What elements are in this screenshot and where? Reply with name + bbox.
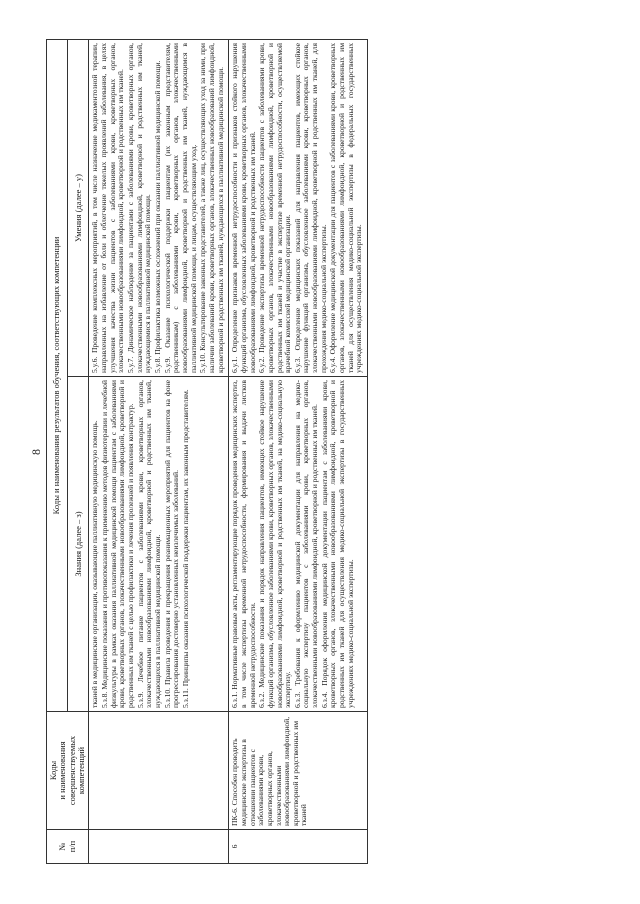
knowledge-cell (229, 377, 368, 712)
header-results-group: Коды и наименования результатов обучения, соответствующих компетенции (47, 40, 68, 712)
knowledge-item: 5.з.8. Медицинские показания и противопоказания к применению методов физиотерапии и лечебной физкультуры в рамках оказания паллиативной медицинской помощи пациентам с заболеваниями крови, кроветворных органов, злокачественными новообразованиями лимфоидной, кроветворной и родственных им тканей с целью профилактики и лечения пролежней и появления контрактур. (100, 380, 135, 708)
competency-code (89, 712, 229, 830)
skills-cell (229, 40, 368, 377)
header-num: № п/п (47, 830, 89, 864)
knowledge-item: тканей в медицинские организации, оказывающие паллиативную медицинскую помощь. (90, 420, 100, 708)
table-row (229, 40, 368, 864)
knowledge-item: 6.з.1. Нормативные правовые акты, регламентирующие порядок проведения медицинских экспертиз, в том числе экспертизы временной нетрудоспособности, формирования и выдачи листков временной нетрудоспособности. (230, 380, 257, 708)
skill-item: 5.у.10. Консультирование законных представителей, а также лиц, осуществляющих уход за ними, при наличии заболеваний крови, кроветворных органов, злокачественных новообразований лимфоидной, кроветворной и родственных им тканей, нуждающихся в паллиативной медицинской помощи. (198, 43, 225, 373)
knowledge-item: 6.з.3. Требования к оформлению медицинской документации для направления на медико-социальную экспертизу пациентов с заболеваниями крови, кроветворных органов, злокачественными новообразованиями лимфоидной, кроветворной и родственных им тканей. (292, 380, 320, 708)
skill-item: 5.у.7. Динамическое наблюдение за пациентами с заболеваниями крови, кроветворных органов, злокачественными новообразованиями лимфоидной, кроветворной и родственных им тканей, нуждающимися в паллиативной медицинской помощи. (126, 43, 153, 373)
knowledge-item: 5.з.9. Лечебное питание пациентов с заболеваниями крови, кроветворных органов, злокачественными новообразованиями лимфоидной, кроветворной и родственных им тканей, нуждающихся в паллиативной медицинской помощи. (135, 380, 162, 708)
competency-code: ПК-6. Способен проводить медицинские экспертизы в отношении пациентов с заболеваниями крови, кроветворных органов, злокачественными новообразованиями лимфоидной, кроветворной и родственных им тканей (229, 712, 368, 830)
competency-table (46, 39, 368, 864)
skill-item: 6.у.1. Определение признаков временной нетрудоспособности и признаков стойкого нарушения функций организма, обусловленных заболеваниями крови, кроветворных органов, злокачественными новообразованиями лимфоидной, кроветворной и родственных им тканей. (230, 43, 257, 373)
skill-item: 5.у.8. Профилактика возможных осложнений при оказании паллиативной медицинской помощи. (152, 60, 162, 373)
row-number: 6 (229, 830, 368, 864)
header-skills: Умения (далее – у) (68, 40, 89, 377)
skill-item: 6.у.3. Определение медицинских показаний для направления пациентов, имеющих стойкое нарушение функций организма, обусловленное заболеваниями крови, кроветворных органов, злокачественными новообразованиями лимфоидной, кроветворной и родственных им тканей, для прохождения медико-социальной экспертизы. (292, 43, 328, 373)
page-number: 8 (29, 449, 43, 455)
table-row (89, 40, 229, 864)
knowledge-item: 5.з.11. Принципы оказания психологической поддержки пациентам, их законным представителям. (180, 389, 190, 708)
knowledge-item: 6.з.4. Порядок оформления медицинской документации пациентам с заболеваниями крови, кроветворных органов, злокачественными новообразованиями лимфоидной, кроветворной и родственных им тканей для осуществления медико-социальной экспертизы в государственных учреждениях медико-социальной экспертизы. (319, 380, 355, 708)
skill-item: 6.у.2. Проведение экспертизы временной нетрудоспособности пациентов с заболеваниями крови, кроветворных органов, злокачественными новообразованиями лимфоидной, кроветворной и родственных им тканей и участие в экспертизе временной нетрудоспособности, осуществляемой врачебной комиссией медицинской организации. (257, 43, 293, 373)
row-number (89, 830, 229, 864)
skills-cell (89, 40, 229, 377)
knowledge-cell (89, 377, 229, 712)
header-code: Коды и наименования совершенствуемых компетенций (47, 712, 89, 830)
header-row-top (47, 40, 68, 864)
skill-item: 5.у.6. Проведение комплексных мероприятий, в том числе назначение медикаментозной терапии, направленных на избавление от боли и облегчение тяжелых проявлений заболевания, в целях улучшения качества жизни пациентов с заболеваниями крови, кроветворных органов, злокачественными новообразованиями лимфоидной, кроветворной и родственных им тканей. (90, 43, 126, 373)
knowledge-item: 5.з.10. Правила проведения и прекращения реанимационных мероприятий для пациентов на фоне прогрессирования достоверно установленных неизлечимых заболеваний. (162, 380, 181, 708)
header-knowledge: Знания (далее – з) (68, 377, 89, 712)
skill-item: 5.у.9. Оказание психологической поддержки пациентам (их законным представителям, родственникам) с заболеваниями крови, кроветворных органов, злокачественными новообразованиями лимфоидной, кроветворной и родственных им тканей, нуждающимся в паллиативной медицинской помощи, и лицам, осуществляющим уход. (162, 43, 198, 373)
knowledge-item: 6.з.2. Медицинские показания и порядок направления пациентов, имеющих стойкое нарушение функций организма, обусловленное заболеваниями крови, кроветворных органов, злокачественными новообразованиями лимфоидной, кроветворной и родственных им тканей, на медико-социальную экспертизу. (257, 380, 293, 708)
rotated-sheet (28, 40, 612, 864)
skill-item: 6.у.4. Оформление медицинской документации для пациентов с заболеваниями крови, кроветворных органов, злокачественными новообразованиями лимфоидной, кроветворной и родственных им тканей для осуществления медико-социальной экспертизы в федеральных государственных учреждениях медико-социальной экспертизы. (328, 43, 364, 373)
